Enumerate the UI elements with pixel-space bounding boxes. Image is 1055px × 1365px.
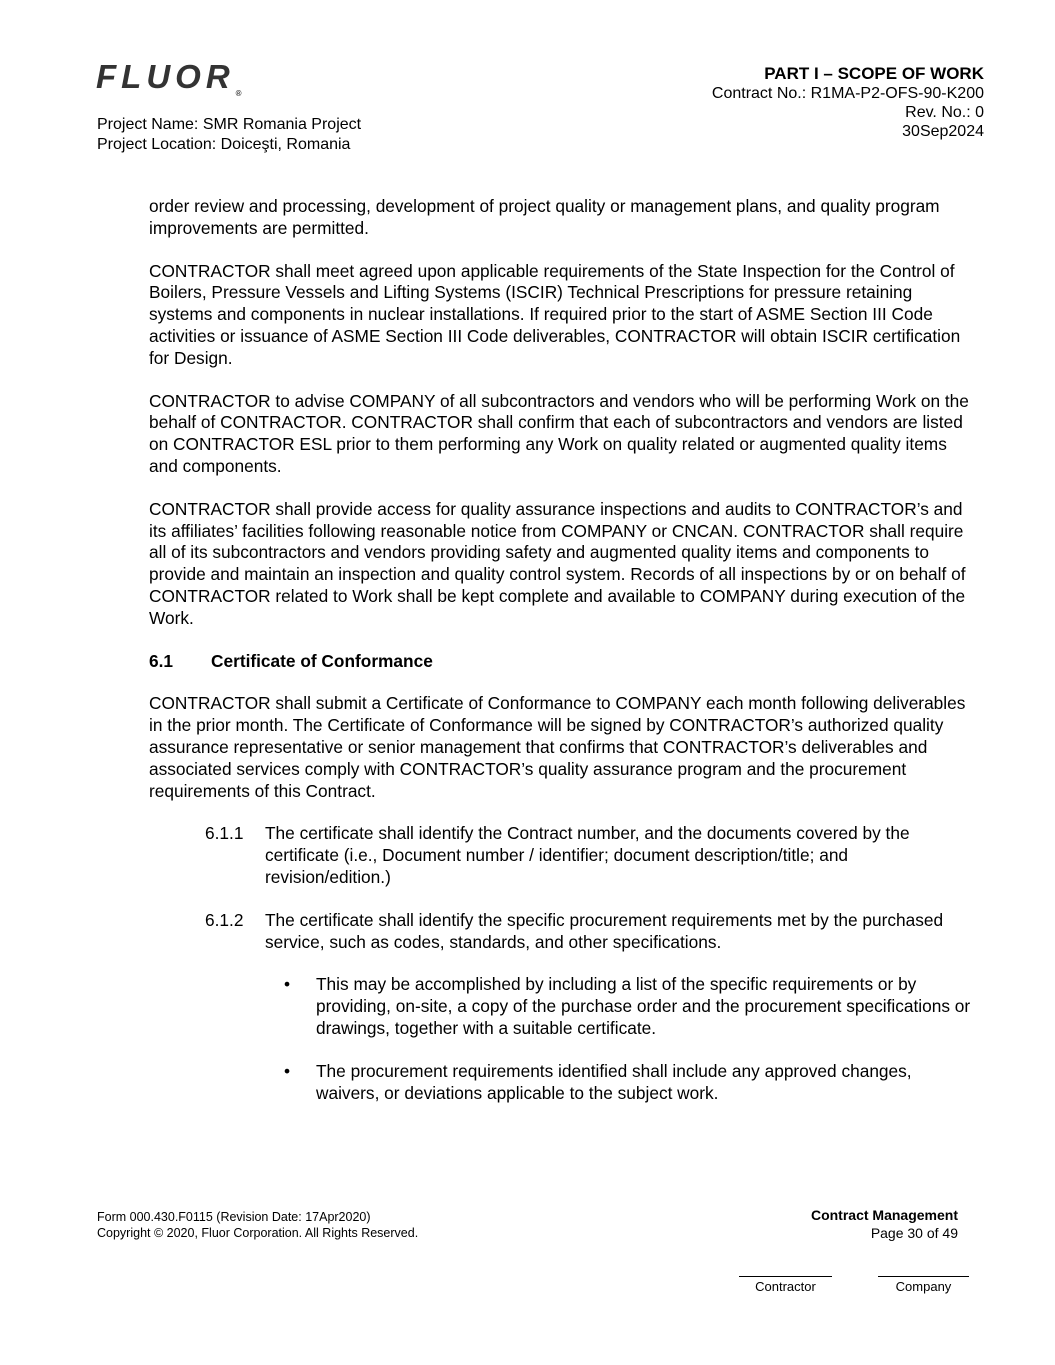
bullet-item (266, 1061, 974, 1105)
paragraph: CONTRACTOR shall provide access for quality assurance inspections and audits to CONTRACTOR’s and its affiliates’ facilities following reasonable notice from COMPANY or CNCAN. CONTRACTOR shall require all of its subcontractors and vendors providing safety and augmented quality items and components to provide and maintain an inspection and quality control system. Records of all inspections by or on behalf of CONTRACTOR related to Work shall be kept complete and available to COMPANY during execution of the Work. (149, 498, 966, 628)
copyright: Copyright © 2020, Fluor Corporation. All Rights Reserved. (97, 1226, 419, 1240)
document-date: 30Sep2024 (902, 123, 984, 140)
logo-text: FLUOR (96, 58, 235, 95)
bullet-text: The procurement requirements identified shall include any approved changes, waivers, or deviations applicable to the subject work. (316, 1060, 912, 1103)
bullet-list (266, 974, 974, 1104)
form-number: Form 000.430.F0115 (Revision Date: 17Apr2020) (97, 1210, 371, 1224)
subsection-text: The certificate shall identify the specific procurement requirements met by the purchased service, such as codes, standards, and other specifications. (265, 909, 944, 952)
section-heading (149, 651, 974, 673)
subsection-text: The certificate shall identify the Contract number, and the documents covered by the certificate (i.e., Document number / identifier; document description/title; and revision/edition.) (265, 823, 910, 887)
subsection-number: 6.1.1 (205, 823, 244, 844)
bullet-text: This may be accomplished by including a list of the specific requirements or by providing, on-site, a copy of the purchase order and the procurement specifications or drawings, together with a suitable certificate. (316, 974, 971, 1038)
footer-section-name: Contract Management (810, 1207, 958, 1223)
registered-mark: ® (235, 89, 242, 98)
footer-form-info (97, 1209, 418, 1241)
paragraph: order review and processing, development of project quality or management plans, and quality program improvements are permitted. (149, 196, 940, 238)
bullet-icon: • (284, 974, 291, 995)
footer-page-info (811, 1206, 958, 1242)
paragraph: CONTRACTOR shall meet agreed upon applicable requirements of the State Inspection for the Control of Boilers, Pressure Vessels and Lifting Systems (ISCIR) Technical Prescriptions for pressure retaining systems and components in nuclear installations. If required prior to the start of ASME Section III Code activities or issuance of ASME Section III Code deliverables, CONTRACTOR will obtain ISCIR certification for Design. (149, 260, 961, 368)
subsection (205, 910, 974, 954)
subsection (205, 823, 974, 888)
project-location: Project Location: Doiceşti, Romania (97, 136, 351, 153)
project-info (97, 115, 361, 155)
company-signature-line: Company (878, 1276, 969, 1294)
project-name: Project Name: SMR Romania Project (97, 116, 362, 133)
contractor-signature-line: Contractor (739, 1276, 832, 1294)
bullet-item (266, 974, 974, 1039)
section-number: 6.1 (149, 650, 174, 671)
bullet-icon: • (284, 1060, 291, 1081)
paragraph: CONTRACTOR to advise COMPANY of all subcontractors and vendors who will be performing Work on the behalf of CONTRACTOR. CONTRACTOR shall confirm that each of subcontractors and vendors are listed on CONTRACTOR ESL prior to them performing any Work on quality related or augmented quality items and components. (149, 390, 969, 476)
document-header (712, 63, 984, 141)
document-body (149, 196, 974, 1125)
contract-number: Contract No.: R1MA-P2-OFS-90-K200 (711, 85, 984, 102)
part-title: PART I – SCOPE OF WORK (764, 64, 984, 83)
fluor-logo (96, 58, 242, 98)
page-number: Page 30 of 49 (870, 1225, 958, 1241)
revision-number: Rev. No.: 0 (905, 104, 984, 121)
section-title: Certificate of Conformance (211, 650, 433, 671)
section-paragraph: CONTRACTOR shall submit a Certificate of Conformance to COMPANY each month following deliverables in the prior month. The Certificate of Conformance will be signed by CONTRACTOR’s authorized quality assurance representative or senior management that confirms that CONTRACTOR’s deliverables and associated services comply with CONTRACTOR’s quality assurance program and the procurement requirements of this Contract. (149, 693, 966, 801)
subsection-number: 6.1.2 (205, 909, 244, 930)
